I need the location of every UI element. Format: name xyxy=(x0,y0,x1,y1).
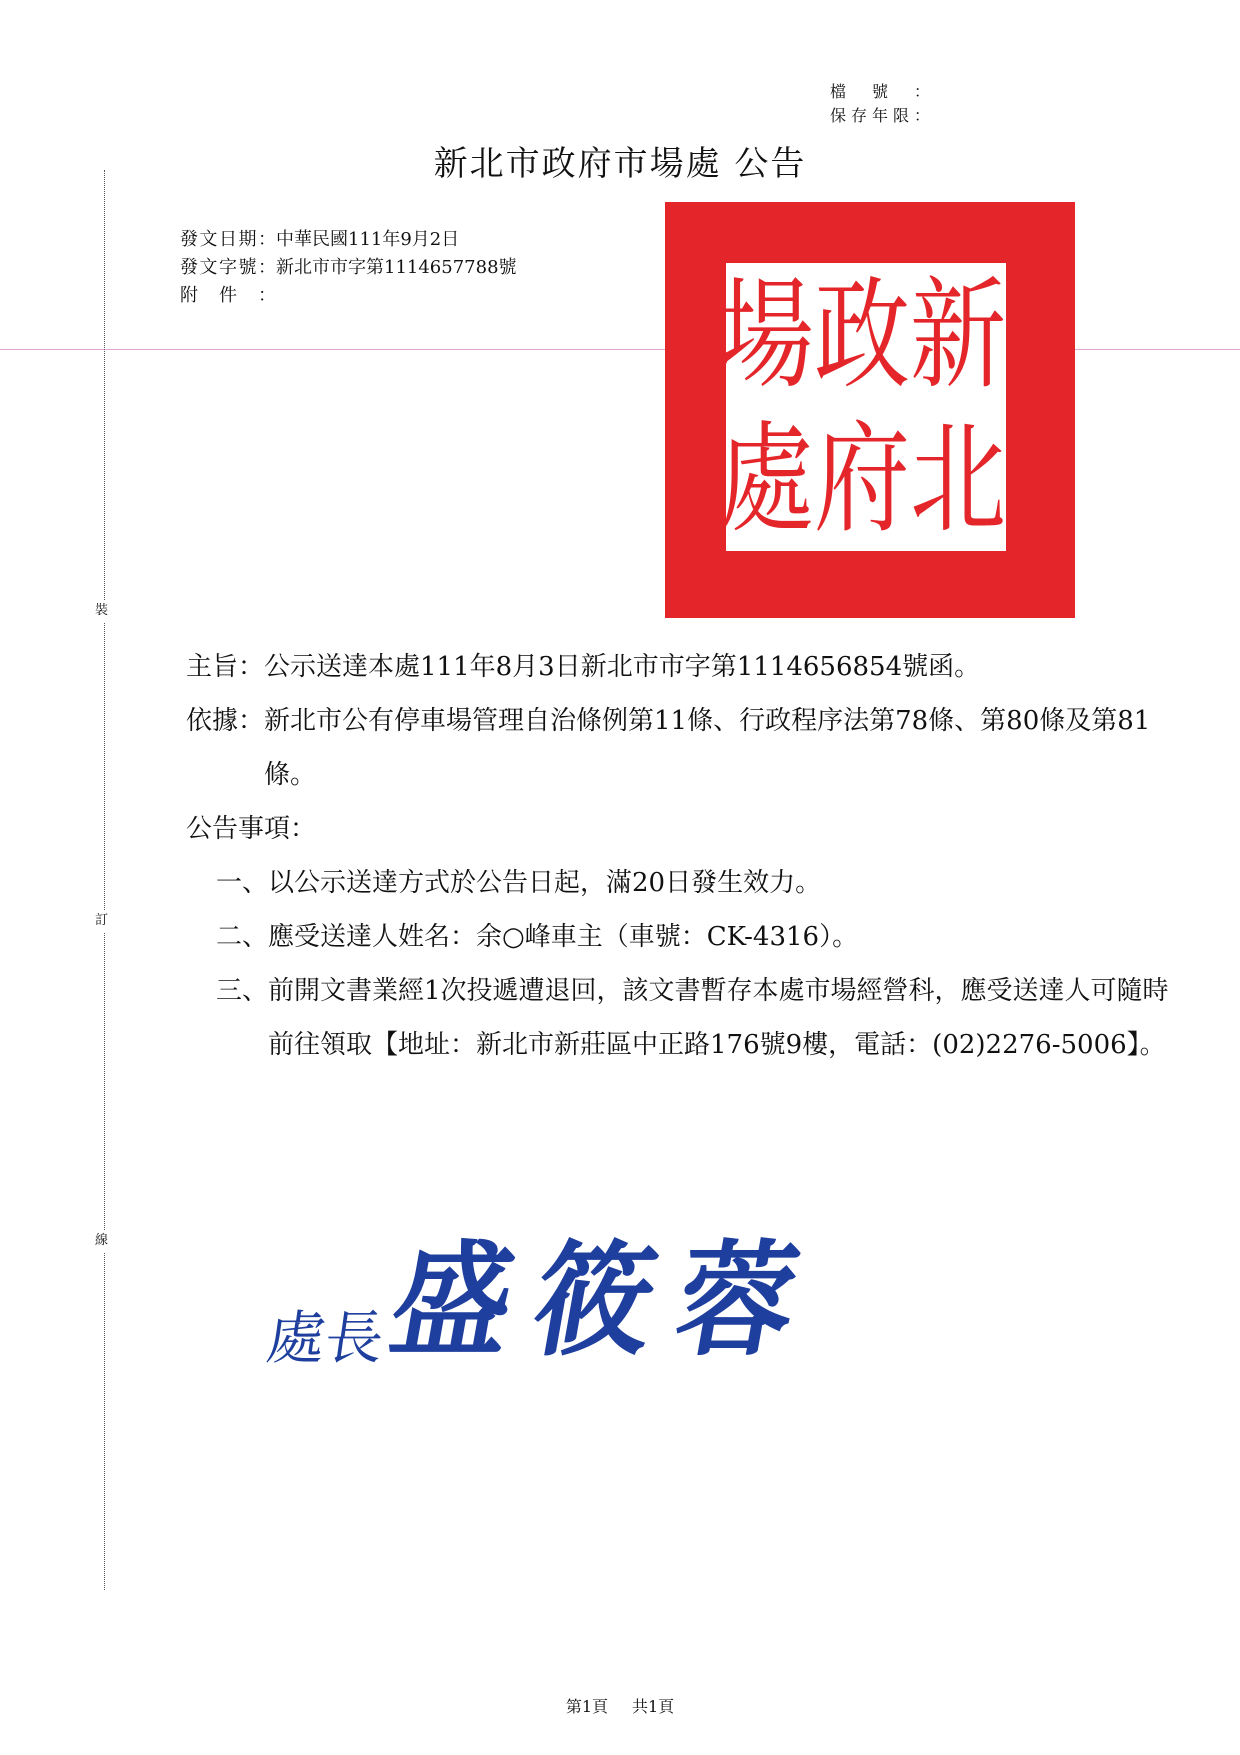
document-number-value: 新北市市字第1114657788號 xyxy=(276,257,517,278)
issue-date-value: 中華民國111年9月2日 xyxy=(276,229,460,250)
issuance-meta xyxy=(180,226,517,310)
director-signature xyxy=(262,1205,834,1375)
notice-item xyxy=(186,964,1186,1072)
subject-paragraph xyxy=(186,640,1186,694)
basis-paragraph xyxy=(186,694,1186,802)
page-number xyxy=(0,1694,1240,1717)
attachment-label: 附件： xyxy=(180,285,276,306)
notice-item xyxy=(186,856,1186,910)
seal-inner-frame xyxy=(718,258,1011,556)
page-current: 第1頁 xyxy=(565,1697,608,1716)
page-total: 共1頁 xyxy=(632,1697,675,1716)
seal-char: 處 xyxy=(718,409,814,549)
binding-char-xian: 線 xyxy=(95,1230,108,1252)
binding-char-zhuang: 裝 xyxy=(95,600,108,622)
file-number-row xyxy=(830,80,930,104)
seal-char: 新 xyxy=(910,265,1006,405)
signature-title: 處長 xyxy=(262,1304,389,1372)
basis-label: 依據： xyxy=(186,706,265,736)
retention-label: 保存年限： xyxy=(830,106,930,125)
notice-item-number: 一、 xyxy=(216,868,269,898)
issue-date-label: 發文日期： xyxy=(180,229,276,250)
issue-date-row xyxy=(180,226,517,254)
announcement-body xyxy=(186,640,1186,1072)
attachment-row xyxy=(180,282,517,310)
official-seal xyxy=(665,202,1075,618)
file-number-label: 檔號： xyxy=(830,82,930,101)
seal-char: 場 xyxy=(718,265,814,405)
notice-item-number: 二、 xyxy=(216,922,269,952)
notice-item-text: 前開文書業經1次投遞遭退回，該文書暫存本處市場經營科，應受送達人可隨時前往領取【地址：新北市新莊區中正路176號9樓，電話：(02)2276-5006】。 xyxy=(268,976,1169,1060)
subject-text: 公示送達本處111年8月3日新北市市字第1114656854號函。 xyxy=(264,652,981,682)
binding-line xyxy=(104,170,105,1590)
seal-char: 府 xyxy=(814,409,910,549)
notice-item xyxy=(186,910,1186,964)
notice-item-text: 以公示送達方式於公告日起，滿20日發生效力。 xyxy=(268,868,822,898)
retention-row xyxy=(830,104,930,128)
notice-item-text: 應受送達人姓名：余○峰車主（車號：CK-4316）。 xyxy=(268,922,859,952)
notice-items-heading: 公告事項： xyxy=(186,814,317,844)
basis-text: 新北市公有停車場管理自治條例第11條、行政程序法第78條、第80條及第81條。 xyxy=(264,706,1151,790)
file-info xyxy=(830,80,930,128)
document-title: 新北市政府市場處 公告 xyxy=(433,144,807,184)
document-number-label: 發文字號： xyxy=(180,257,276,278)
signature-name: 盛筱蓉 xyxy=(381,1227,834,1373)
subject-label: 主旨： xyxy=(186,652,265,682)
document-number-row xyxy=(180,254,517,282)
seal-char: 政 xyxy=(814,265,910,405)
notice-item-number: 三、 xyxy=(216,976,269,1006)
binding-char-ding: 訂 xyxy=(95,910,108,932)
seal-char: 北 xyxy=(910,409,1006,549)
